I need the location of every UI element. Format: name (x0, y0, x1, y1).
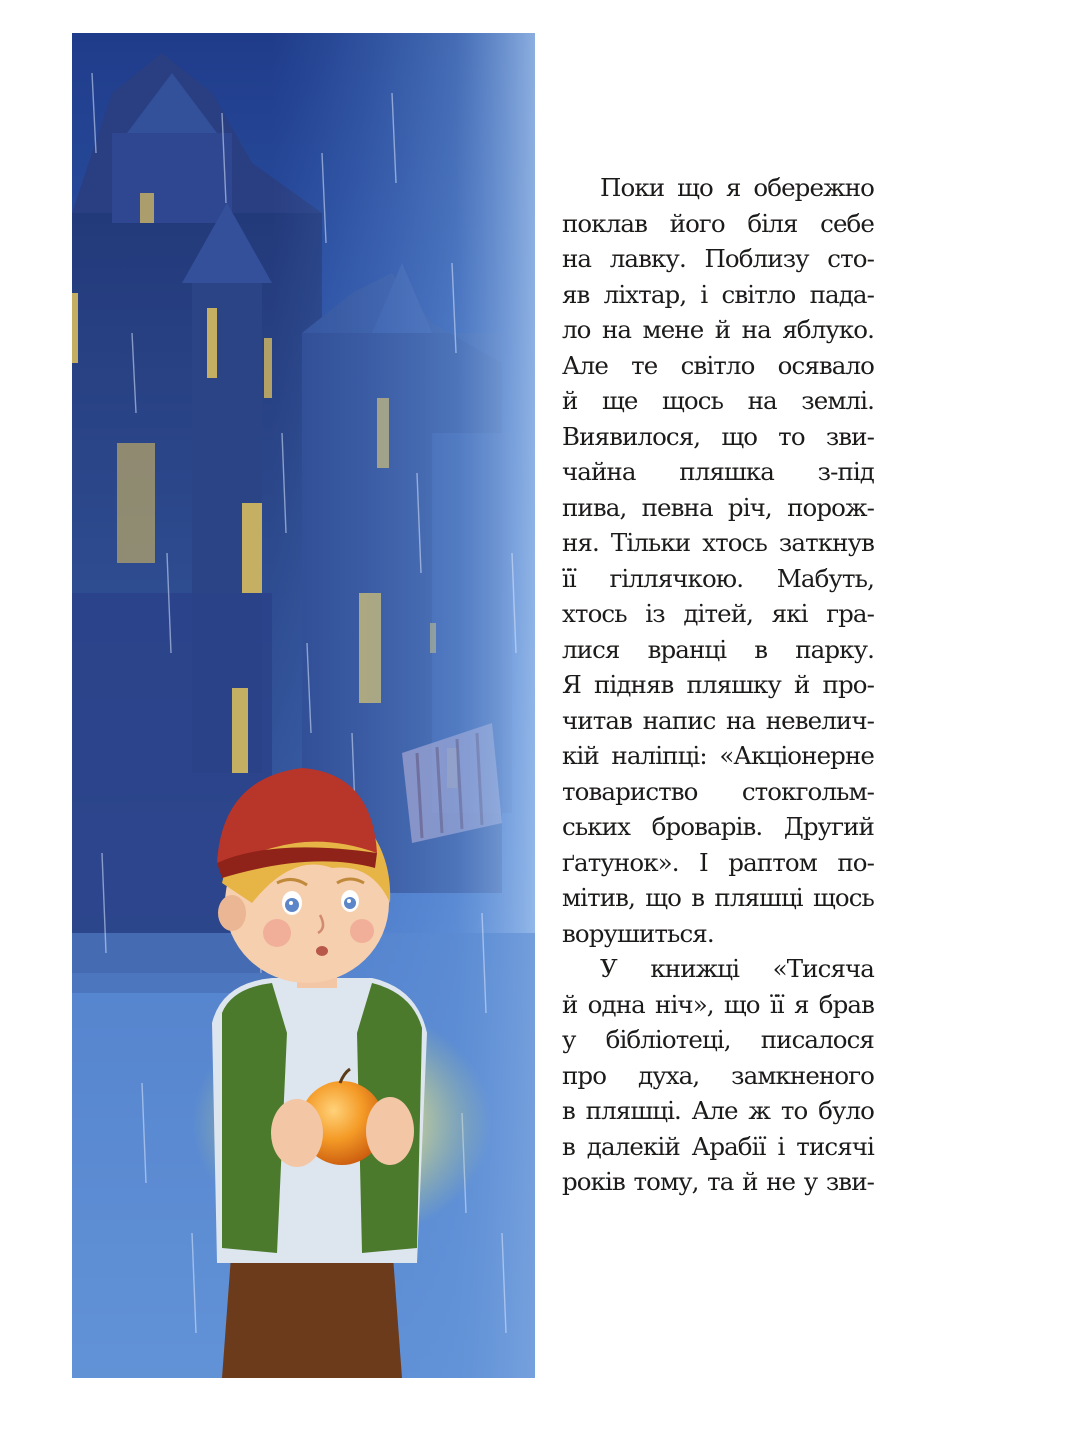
text-line: лися вранці в парку. (562, 634, 874, 664)
text-line: й ще щось на землі. (562, 386, 874, 415)
illustration-canvas (72, 33, 535, 1378)
right-hand (366, 1097, 414, 1165)
text-line: й одна ніч», що її я брав (562, 989, 874, 1019)
brown-pants (222, 1243, 402, 1378)
story-text (562, 170, 874, 1200)
text-line: її гіллячкою. Мабуть, (562, 563, 874, 593)
text-line: Виявилося, що то зви- (562, 421, 874, 451)
text-line: Поки що я обережно (600, 173, 874, 202)
text-line: ня. Тільки хтось заткнув (562, 528, 874, 557)
text-line: про духа, замкненого (562, 1060, 874, 1090)
text-line: в далекій Арабії і тисячі (562, 1131, 874, 1161)
text-line: на лавку. Поблизу сто- (562, 244, 874, 273)
paragraph-2 (562, 951, 874, 1200)
text-line: ґатунок». І раптом по- (562, 847, 874, 877)
text-line: яв ліхтар, і світло пада- (562, 279, 874, 309)
text-line: ворушиться. (562, 918, 714, 948)
text-line: Але те світло осявало (562, 350, 874, 380)
text-line: ських броварів. Другий (562, 812, 874, 841)
boy-in-rain-illustration (72, 33, 535, 1378)
text-line: читав напис на невелич- (562, 705, 874, 735)
text-line: років тому, та й не у зви- (562, 1167, 874, 1196)
text-line: ло на мене й на яблуко. (562, 315, 874, 344)
text-line: У книжці «Тисяча (600, 954, 874, 983)
text-line: чайна пляшка з-під (562, 457, 874, 486)
text-line: товариство стокгольм- (562, 776, 874, 806)
left-hand (271, 1099, 323, 1167)
paragraph-1 (562, 170, 874, 951)
text-line: кій наліпці: «Акціонерне (562, 741, 874, 770)
text-line: мітив, що в пляшці щось (562, 883, 874, 912)
text-line: в пляшці. Але ж то було (562, 1096, 874, 1125)
text-line: хтось із дітей, які гра- (562, 599, 874, 628)
text-line: пива, певна річ, порож- (562, 492, 874, 522)
text-line: у бібліотеці, писалося (562, 1025, 874, 1054)
text-line: поклав його біля себе (562, 208, 874, 238)
text-line: Я підняв пляшку й про- (562, 670, 874, 699)
